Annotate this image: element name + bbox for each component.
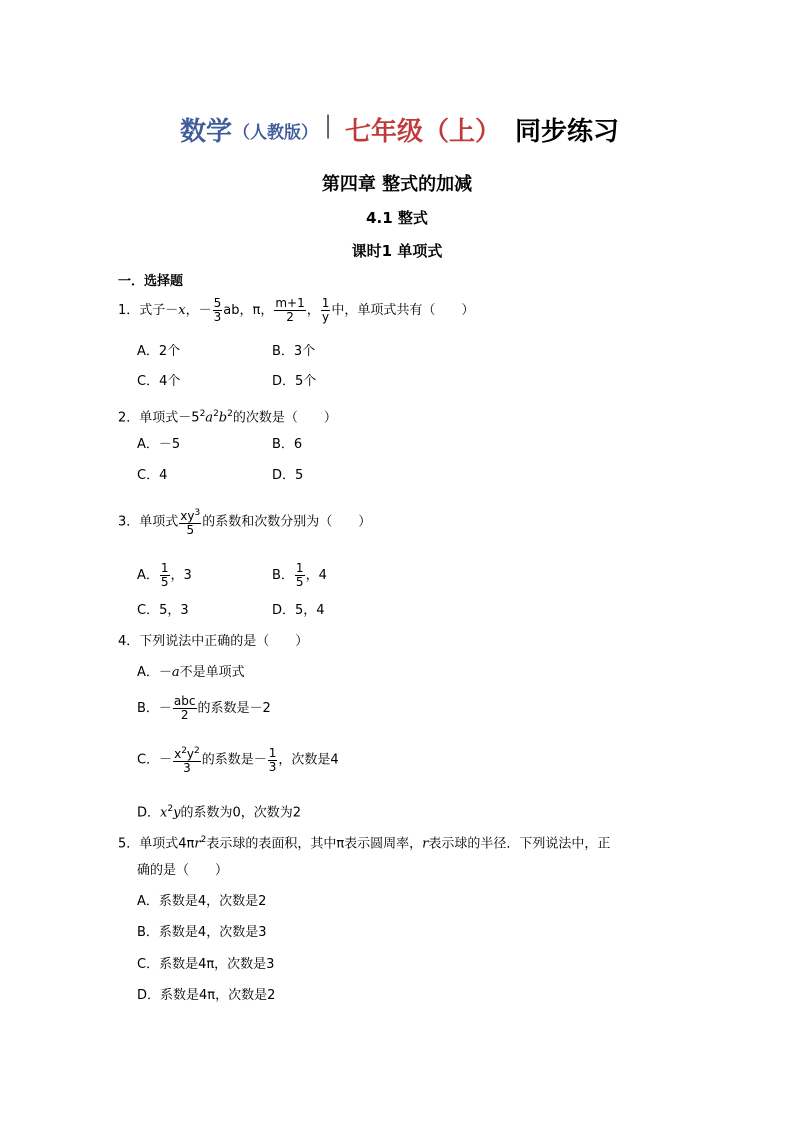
- question-number: 3．: [118, 514, 140, 530]
- lesson-title: 课时1 单项式: [351, 242, 443, 260]
- option-1b: B．3个: [272, 344, 316, 359]
- option-1c: C．4个: [137, 374, 181, 389]
- option-1a: A．2个: [137, 344, 181, 359]
- option-4b: B．－ $\frac{\text{abc}}{2}$ 的系数是－2: [137, 694, 271, 722]
- option-4d: D．$x^2y$的系数为0，次数为2: [137, 804, 301, 821]
- option-2d: D．5: [272, 468, 304, 483]
- question-5-continued: 确的是（ ）: [137, 863, 229, 878]
- question-2: 2．单项式$-5^2a^2b^2$的次数是（ ）: [118, 409, 337, 426]
- fraction: $\frac{5}{3}$: [213, 296, 222, 324]
- question-number: 1．: [118, 303, 140, 318]
- option-5d: D．系数是4π，次数是2: [137, 988, 276, 1003]
- option-1d: D．5个: [272, 374, 317, 389]
- option-5b: B．系数是4，次数是3: [137, 925, 267, 940]
- question-number: 4．: [118, 634, 140, 649]
- option-4c: C．－ $\frac{x^2y^2}{3}$ 的系数是－ $\frac{1}{3}$ ，次数是4: [137, 745, 339, 775]
- option-2c: C．4: [137, 468, 168, 483]
- fraction: $\frac{m+1}{2}$: [275, 296, 305, 324]
- fraction: $\frac{1}{3}$: [268, 745, 277, 774]
- option-4a: A．－a不是单项式: [137, 665, 245, 680]
- document-header: [0, 111, 794, 145]
- option-3b: B． $\frac{1}{5}$ ，4: [272, 561, 327, 589]
- part-title: 一．选择题: [118, 274, 184, 289]
- fraction: $\frac{1}{5}$: [160, 561, 169, 589]
- fraction: $\frac{xy^3}{5}$: [180, 508, 201, 537]
- question-3: 3．单项式 $\frac{xy^3}{5}$ 的系数和次数分别为（ ）: [118, 508, 372, 537]
- fraction: $\frac{x^2y^2}{3}$: [174, 746, 200, 775]
- option-5a: A．系数是4，次数是2: [137, 894, 267, 909]
- header-subject: 数学: [180, 117, 233, 147]
- header-divider: |: [324, 111, 333, 139]
- question-5: 5．单项式$4\pi r^2$表示球的表面积，其中π表示圆周率，r表示球的半径．下列说法中，正: [118, 835, 611, 852]
- option-2a: A．－5: [137, 437, 181, 452]
- question-4: 4．下列说法中正确的是（ ）: [118, 634, 309, 649]
- option-5c: C．系数是4π，次数是3: [137, 957, 275, 972]
- header-edition: （人教版）: [233, 123, 318, 143]
- option-3a: A． $\frac{1}{5}$ ，3: [137, 561, 192, 589]
- option-3d: D．5，4: [272, 603, 325, 618]
- header-grade: 七年级（上）: [345, 117, 502, 147]
- question-number: 5．: [118, 836, 140, 852]
- option-3c: C．5，3: [137, 603, 189, 618]
- fraction: $\frac{1}{5}$: [295, 561, 304, 589]
- question-number: 2．: [118, 410, 140, 426]
- option-2b: B．6: [272, 437, 303, 452]
- section-title: 4.1 整式: [366, 209, 428, 227]
- chapter-title: 第四章 整式的加减: [321, 174, 473, 195]
- question-1: 1．式子－x，－ $\frac{5}{3}$ ab，π， $\frac{m+1}{2}$ ， $\frac{1}{y}$ 中，单项式共有（ ）: [118, 296, 475, 324]
- fraction: $\frac{1}{y}$: [321, 296, 330, 324]
- header-exercise: 同步练习: [515, 117, 620, 147]
- fraction: $\frac{\text{abc}}{2}$: [173, 694, 196, 722]
